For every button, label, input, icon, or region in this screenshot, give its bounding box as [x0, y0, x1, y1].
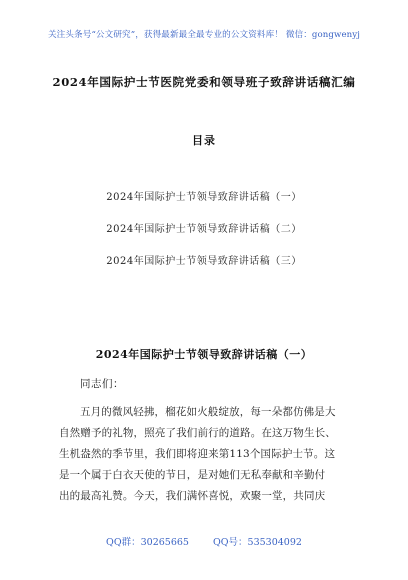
toc-item: 2024年国际护士节领导致辞讲话稿（三） [106, 256, 302, 267]
toc-item: 2024年国际护士节领导致辞讲话稿（一） [106, 192, 302, 203]
body-paragraph [59, 402, 342, 507]
header-promo-note: 关注头条号“公文研究”，获得最新最全最专业的公文资料库！ 微信：gongwenyj [47, 30, 361, 40]
salutation: 同志们： [80, 378, 124, 390]
section-title: 2024年国际护士节领导致辞讲话稿（一） [95, 348, 313, 361]
toc-heading: 目录 [192, 134, 216, 147]
body-line: 自然赠予的礼物，照亮了我们前行的道路。在这万物生长、 [59, 427, 336, 439]
body-line: 出的最高礼赞。今天，我们满怀喜悦，欢聚一堂，共同庆 [59, 490, 326, 502]
body-line: 是一个属于白衣天使的节日，是对她们无私奉献和辛勤付 [59, 469, 326, 481]
document-title: 2024年国际护士节医院党委和领导班子致辞讲话稿汇编 [52, 75, 356, 89]
body-line: 五月的微风轻拂，榴花如火般绽放，每一朵都仿佛是大 [80, 406, 336, 418]
footer-qq-number: QQ号：535304092 [212, 537, 302, 548]
toc-list [0, 190, 408, 286]
toc-item: 2024年国际护士节领导致辞讲话稿（二） [106, 224, 302, 235]
footer-qq-group: QQ群：30265665 [106, 537, 189, 548]
body-line: 生机盎然的季节里，我们即将迎来第113个国际护士节。这 [59, 448, 336, 460]
footer-contact [0, 534, 408, 548]
